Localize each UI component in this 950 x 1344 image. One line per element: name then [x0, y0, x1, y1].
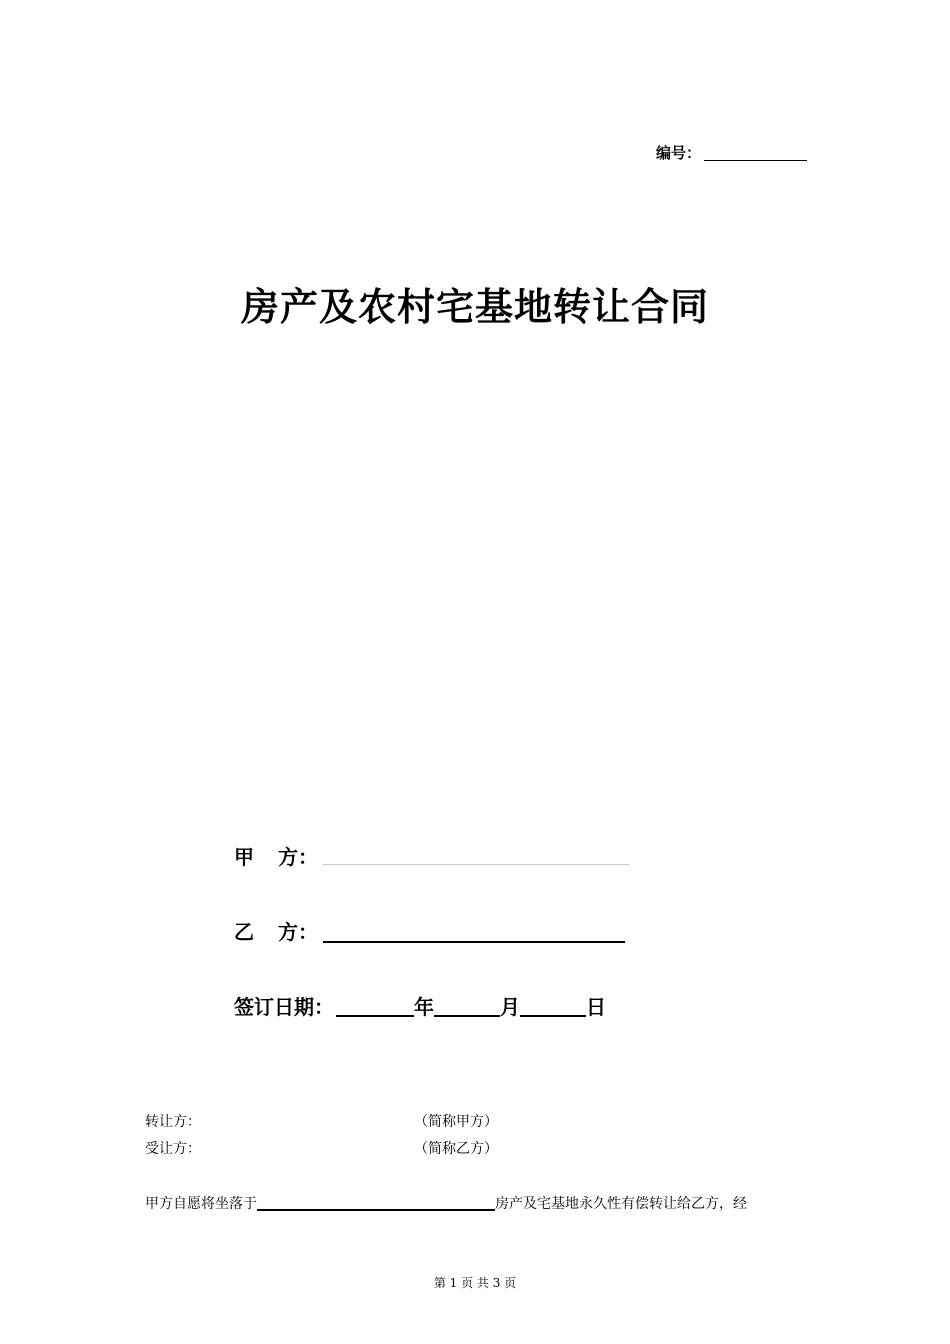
party-a-char1: 甲	[234, 845, 254, 869]
party-b-label	[234, 918, 318, 946]
day-label: 日	[586, 995, 606, 1019]
sign-date-label: 签订日期：	[234, 995, 334, 1019]
party-b-char1: 乙	[234, 920, 254, 944]
transferor-abbreviation: （简称甲方）	[414, 1114, 498, 1130]
clause-prefix: 甲方自愿将坐落于	[145, 1196, 257, 1212]
party-b-blank	[323, 941, 625, 943]
transferor-label: 转让方：	[145, 1114, 201, 1130]
transfer-clause	[145, 1194, 747, 1214]
location-blank	[257, 1195, 495, 1211]
page-footer: 第 1 页 共 3 页	[433, 1276, 517, 1290]
clause-suffix: 房产及宅基地永久性有偿转让给乙方，经	[495, 1196, 747, 1212]
party-a-label	[234, 843, 318, 871]
month-blank	[434, 995, 500, 1017]
month-label: 月	[500, 995, 520, 1019]
serial-number-blank	[704, 160, 807, 161]
document-title: 房产及农村宅基地转让合同	[240, 285, 709, 329]
year-label: 年	[414, 995, 434, 1019]
sign-date-row	[234, 993, 606, 1021]
serial-number-label: 编号：	[656, 144, 702, 162]
transferee-label: 受让方：	[145, 1141, 201, 1157]
day-blank	[520, 995, 586, 1017]
year-blank	[336, 995, 414, 1017]
party-a-blank	[323, 864, 629, 865]
party-b-char2: 方：	[278, 920, 318, 944]
party-a-char2: 方：	[278, 845, 318, 869]
transferee-abbreviation: （简称乙方）	[414, 1141, 498, 1157]
